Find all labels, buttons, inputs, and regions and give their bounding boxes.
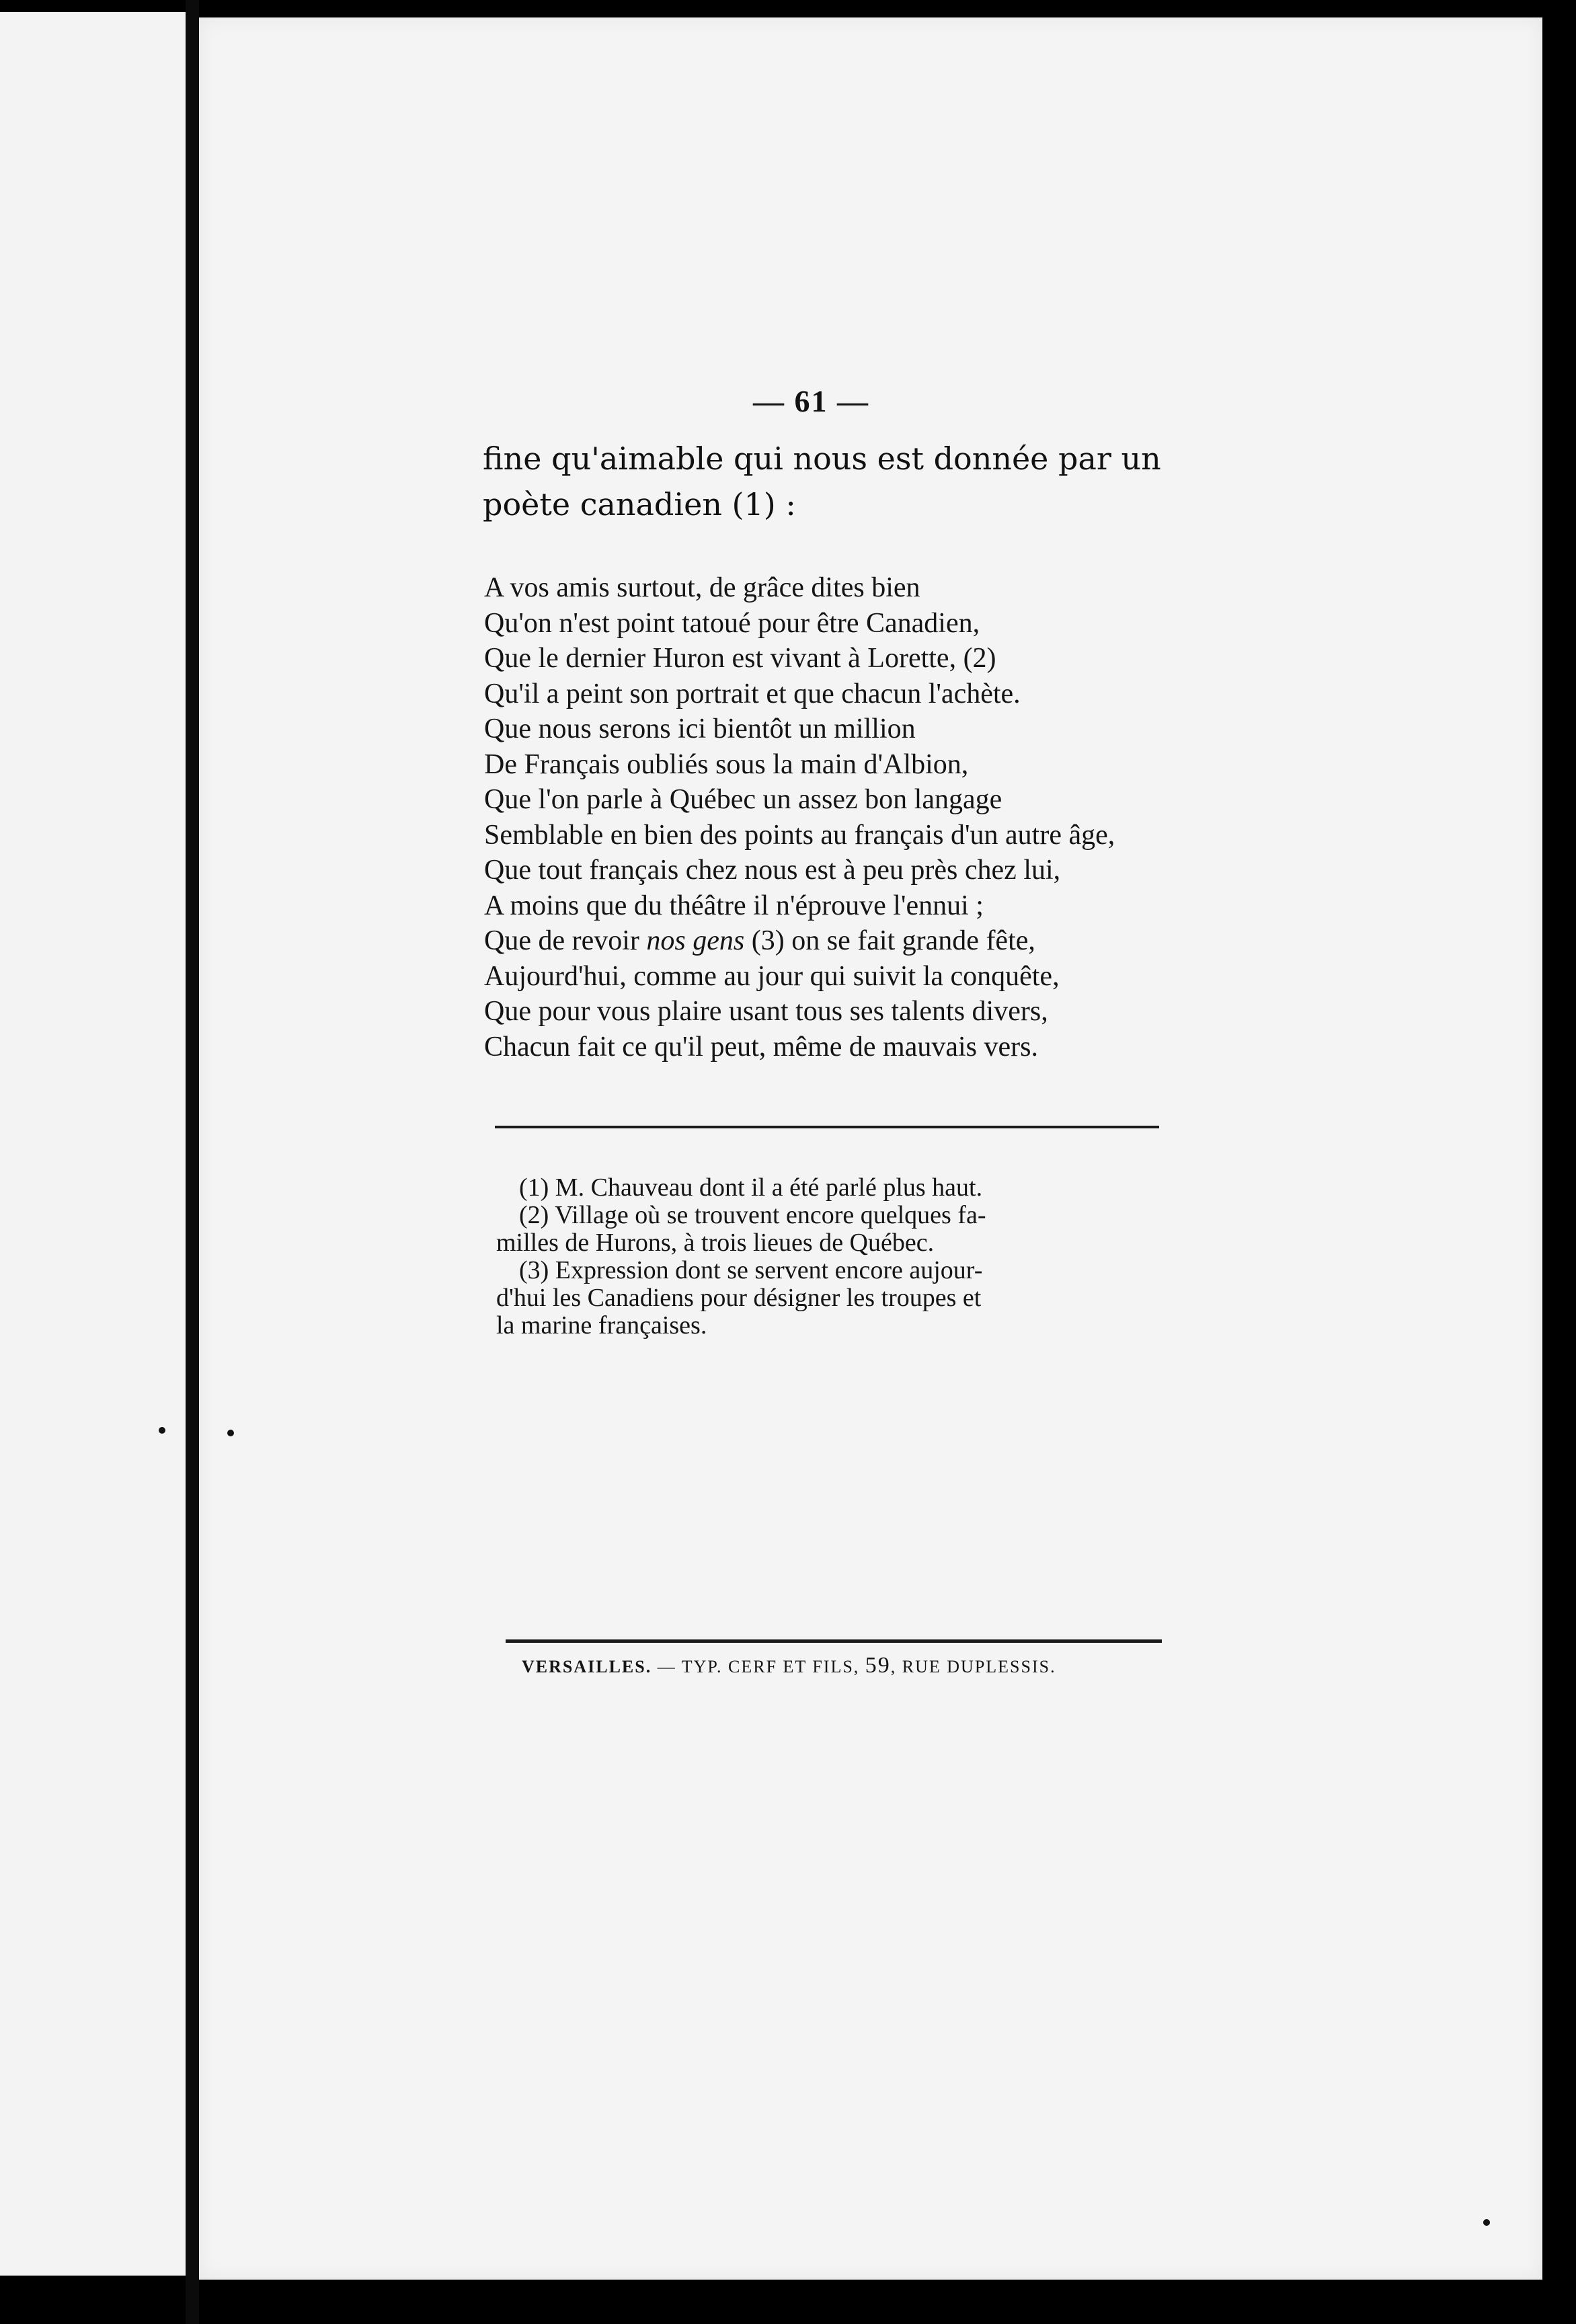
verse-line: Chacun fait ce qu'il peut, même de mauvais vers.	[484, 1031, 1038, 1062]
verse-line: Semblable en bien des points au français d'un autre âge,	[484, 819, 1115, 851]
verse-line: De Français oubliés sous la main d'Albion,	[484, 748, 969, 780]
verse-line: Que le dernier Huron est vivant à Lorette, (2)	[484, 643, 996, 674]
book-spine	[186, 0, 199, 2324]
verse-line: Qu'il a peint son portrait et que chacun l'achète.	[484, 678, 1021, 709]
verse-line: Que l'on parle à Québec un assez bon langage	[484, 784, 1002, 815]
verse-line: Qu'on n'est point tatoué pour être Canadien,	[484, 607, 980, 639]
printer-imprint	[522, 1653, 1056, 1678]
imprint-city: VERSAILLES.	[522, 1657, 652, 1676]
verse-line: Aujourd'hui, comme au jour qui suivit la conquête,	[484, 960, 1060, 992]
imprint-street: , RUE DUPLESSIS.	[890, 1657, 1056, 1676]
scan-border	[1542, 0, 1576, 2324]
footnote-line: (3) Expression dont se servent encore aujour-	[519, 1256, 983, 1284]
speck-mark	[1483, 2219, 1490, 2226]
verse-line: Que pour vous plaire usant tous ses talents divers,	[484, 996, 1048, 1027]
prose-line: fine qu'aimable qui nous est donnée par un	[483, 440, 1161, 477]
speck-mark	[159, 1427, 165, 1434]
footnotes	[496, 1174, 1162, 1340]
verse-line: Que tout français chez nous est à peu près chez lui,	[484, 855, 1061, 886]
footnote-line: milles de Hurons, à trois lieues de Québec.	[496, 1229, 935, 1257]
poem-verse	[484, 570, 1115, 1064]
prose-line: poète canadien (1) :	[483, 486, 796, 522]
facing-page	[0, 12, 186, 2276]
prose-paragraph	[483, 436, 1222, 527]
footnote-line: (1) M. Chauveau dont il a été parlé plus haut.	[519, 1173, 983, 1202]
verse-line: A moins que du théâtre il n'éprouve l'ennui ;	[484, 890, 984, 921]
footnote-line: (2) Village où se trouvent encore quelques fa-	[519, 1201, 986, 1229]
footnote-rule	[495, 1126, 1159, 1128]
footnote-line: d'hui les Canadiens pour désigner les troupes et	[496, 1284, 982, 1312]
imprint-street-number: 59	[865, 1653, 891, 1678]
imprint-rule	[506, 1639, 1162, 1643]
verse-italic-phrase: nos gens	[646, 925, 745, 956]
speck-mark	[227, 1430, 234, 1436]
verse-line-start: Que de revoir	[484, 925, 647, 956]
verse-line	[484, 923, 1115, 959]
page-number: — 61 —	[753, 384, 869, 418]
imprint-printer: — TYP. CERF ET FILS,	[652, 1657, 865, 1676]
footnote-line: la marine françaises.	[496, 1311, 707, 1340]
verse-line-end: (3) on se fait grande fête,	[744, 925, 1035, 956]
verse-line: Que nous serons ici bientôt un million	[484, 713, 916, 744]
book-page	[199, 17, 1542, 2280]
verse-line: A vos amis surtout, de grâce dites bien	[484, 572, 920, 603]
